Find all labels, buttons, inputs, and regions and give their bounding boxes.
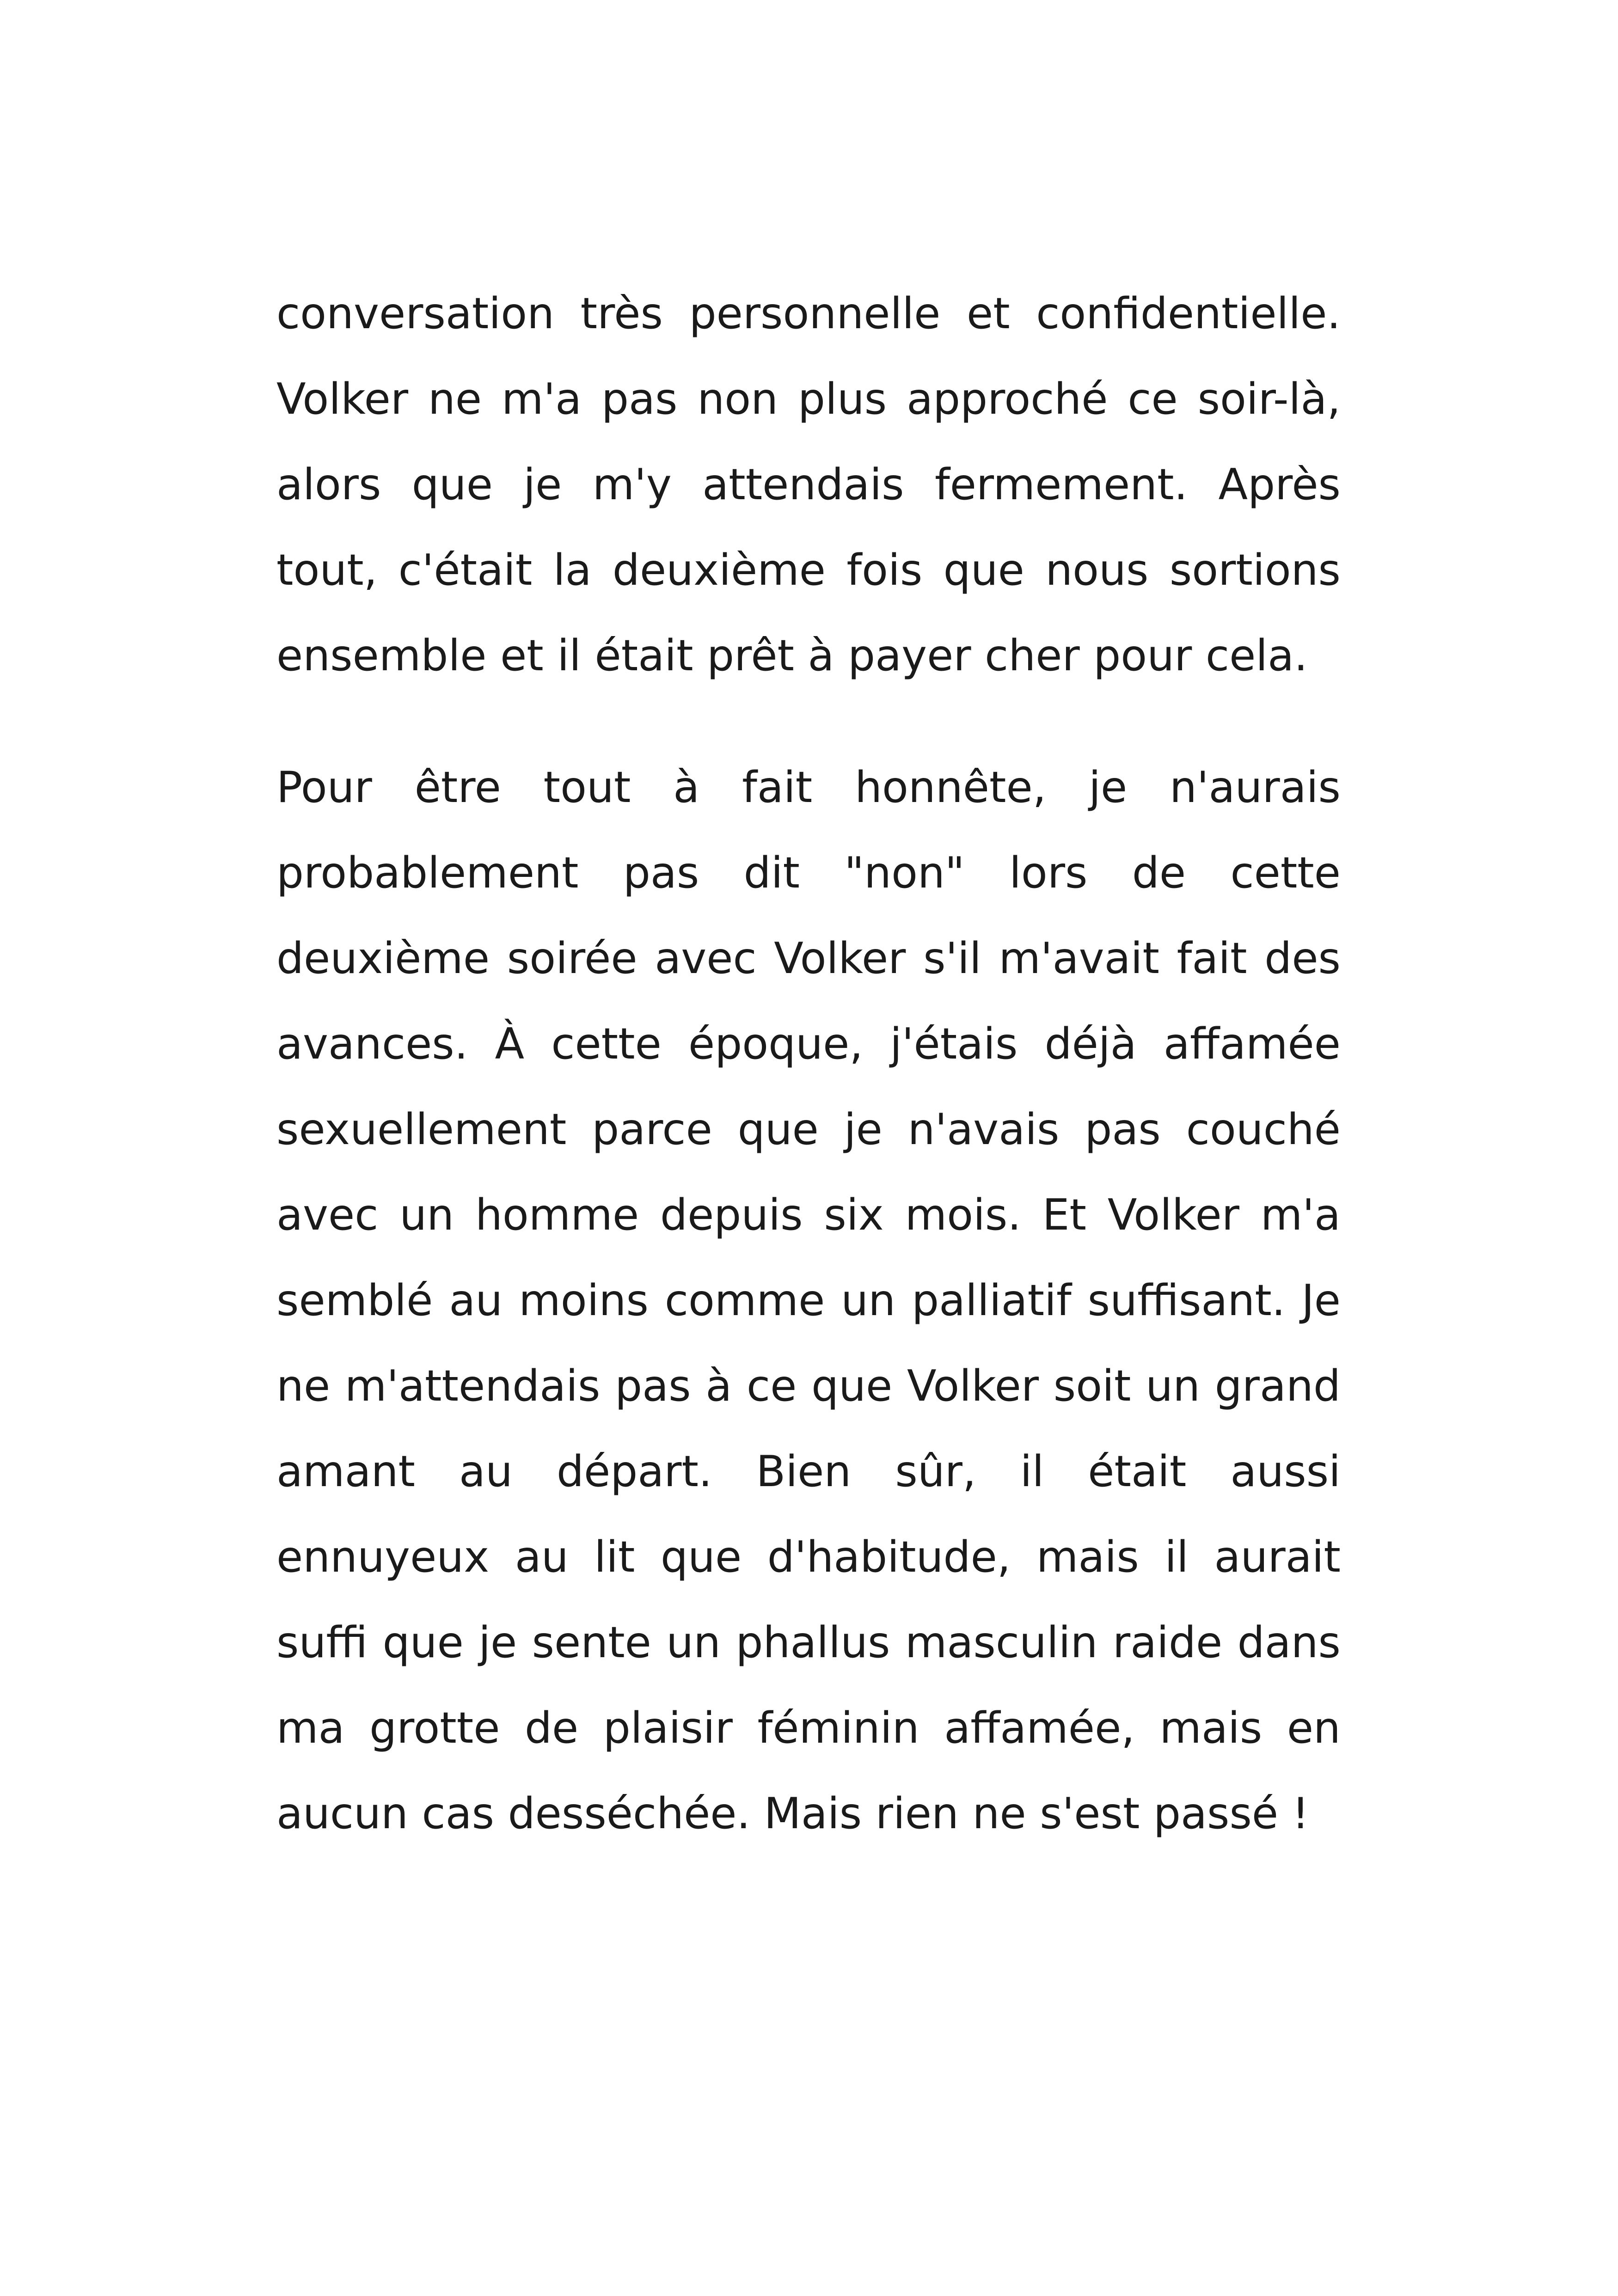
paragraph-1: conversation très personnelle et confidentielle. Volker ne m'a pas non plus approché ce soir-là, alors que je m'y attendais fermement. Après tout, c'était la deuxième fois que nous sortions ensemble et il était prêt à payer cher pour cela.	[276, 288, 1341, 680]
body-text	[276, 271, 1341, 1856]
paragraph-2: Pour être tout à fait honnête, je n'aurais probablement pas dit "non" lors de cette deuxième soirée avec Volker s'il m'avait fait des avances. À cette époque, j'étais déjà affamée sexuellement parce que je n'avais pas couché avec un homme depuis six mois. Et Volker m'a semblé au moins comme un palliatif suffisant. Je ne m'attendais pas à ce que Volker soit un grand amant au départ. Bien sûr, il était aussi ennuyeux au lit que d'habitude, mais il aurait suffi que je sente un phallus masculin raide dans ma grotte de plaisir féminin affamée, mais en aucun cas desséchée. Mais rien ne s'est passé !	[276, 762, 1341, 1838]
